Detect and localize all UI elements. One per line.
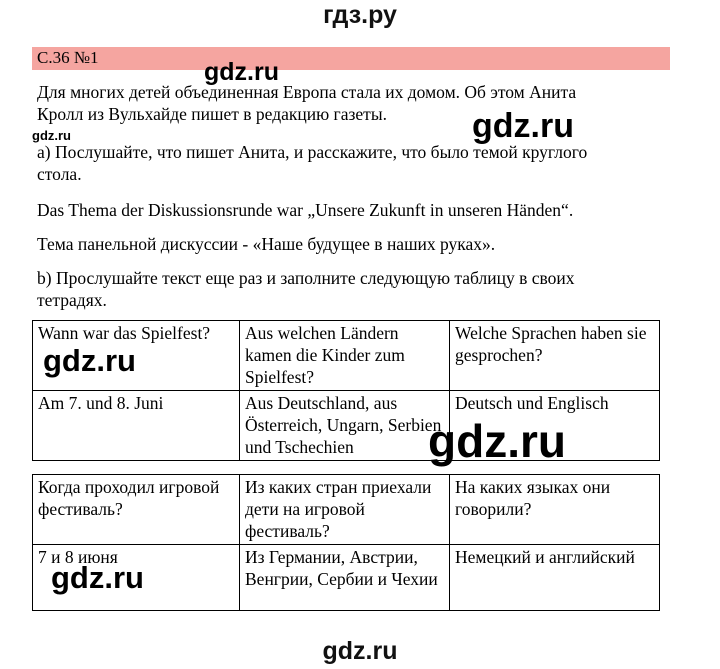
intro-paragraph bbox=[37, 81, 677, 125]
exercise-header bbox=[32, 47, 670, 70]
table-header-cell: На каких языках они говорили? bbox=[450, 475, 660, 545]
task-b-paragraph bbox=[37, 267, 677, 311]
table-header-cell: Из каких стран приехали дети на игровой фестиваль? bbox=[240, 475, 450, 545]
exercise-number: С.36 №1 bbox=[37, 48, 99, 67]
task-a-paragraph bbox=[37, 141, 677, 185]
watermark: gdz.ru bbox=[204, 58, 279, 86]
watermark: gdz.ru bbox=[472, 107, 574, 145]
table-cell: Am 7. und 8. Juni bbox=[33, 391, 240, 461]
footer-watermark: gdz.ru bbox=[322, 637, 398, 665]
table-header-cell: Wann war das Spielfest? bbox=[33, 321, 240, 391]
task-b-line: b) Прослушайте текст еще раз и заполните следующую таблицу в своих bbox=[37, 268, 575, 288]
table-cell: Aus Deutschland, aus Österreich, Ungarn, Serbien und Tschechien bbox=[240, 391, 450, 461]
table-header-row bbox=[33, 475, 660, 545]
intro-line: Кролл из Вульхайде пишет в редакцию газеты. bbox=[37, 104, 387, 124]
table-cell: Deutsch und Englisch bbox=[450, 391, 660, 461]
table-cell: Из Германии, Австрии, Венгрии, Сербии и Чехии bbox=[240, 545, 450, 611]
task-a-line: а) Послушайте, что пишет Анита, и расскажите, что было темой круглого bbox=[37, 142, 588, 162]
watermark: gdz.ru bbox=[51, 560, 144, 595]
task-b-line: тетрадях. bbox=[37, 290, 107, 310]
table-header-cell: Welche Sprachen haben sie gesprochen? bbox=[450, 321, 660, 391]
russian-answer: Тема панельной дискуссии - «Наше будущее в наших руках». bbox=[37, 234, 496, 254]
table-cell: 7 и 8 июня bbox=[33, 545, 240, 611]
site-title: гдз.ру bbox=[323, 1, 397, 29]
intro-line: Для многих детей объединенная Европа стала их домом. Об этом Анита bbox=[37, 82, 577, 102]
watermark: gdz.ru bbox=[428, 415, 566, 467]
table-cell: Немецкий и английский bbox=[450, 545, 660, 611]
table-header-cell: Когда проходил игровой фестиваль? bbox=[33, 475, 240, 545]
table-header-cell: Aus welchen Ländern kamen die Kinder zum Spielfest? bbox=[240, 321, 450, 391]
task-a-line: стола. bbox=[37, 164, 82, 184]
german-answer: Das Thema der Diskussionsrunde war „Unsere Zukunft in unseren Händen“. bbox=[37, 200, 574, 220]
watermark: gdz.ru bbox=[43, 343, 136, 378]
watermark-small: gdz.ru bbox=[32, 128, 71, 143]
